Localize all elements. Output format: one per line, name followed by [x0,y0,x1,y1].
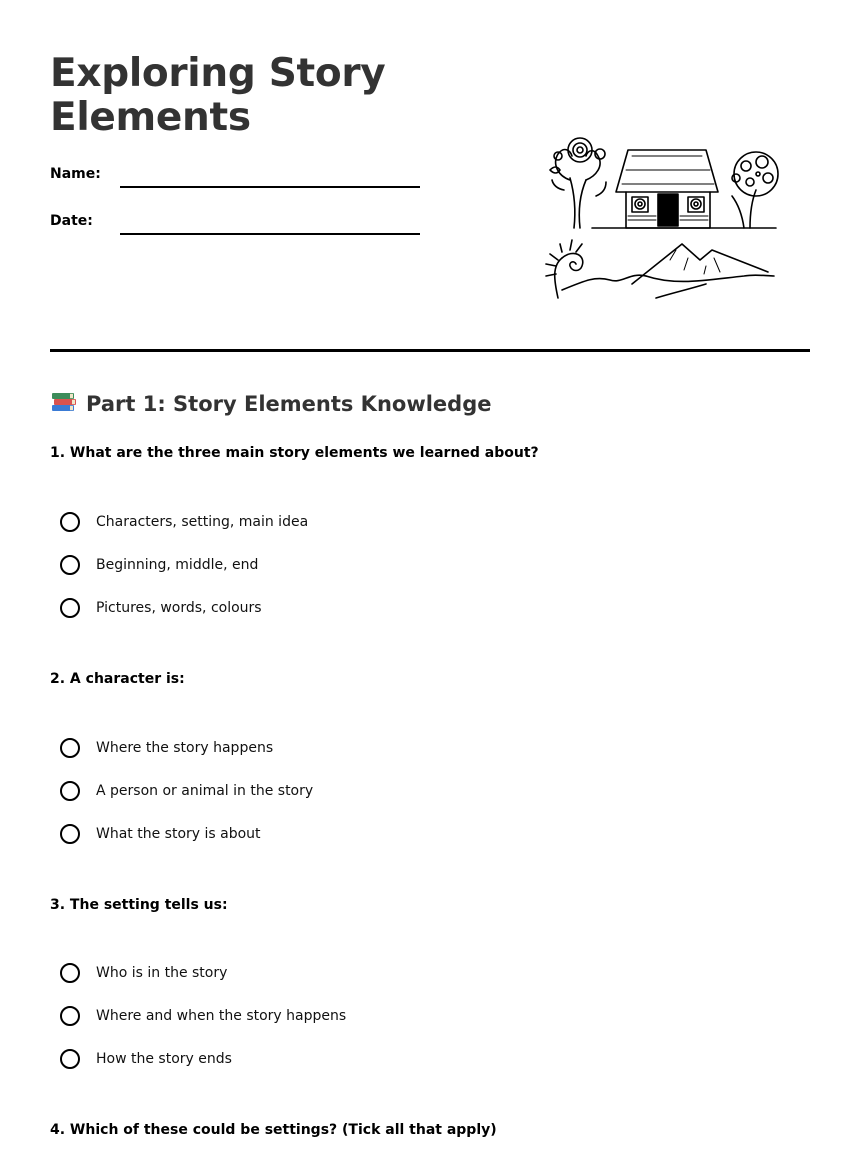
radio-button[interactable] [60,512,80,532]
question-4: 4. Which of these could be settings? (Tick all that apply) [50,1122,497,1138]
option-label: Where and when the story happens [96,1008,347,1024]
question-2: 2. A character is: [50,671,185,687]
question-3: 3. The setting tells us: [50,897,228,913]
radio-button[interactable] [60,598,80,618]
radio-button[interactable] [60,963,80,983]
right-tree-drawing [732,152,778,228]
radio-button[interactable] [60,555,80,575]
option-label: Pictures, words, colours [96,600,262,616]
option-label: Beginning, middle, end [96,557,259,573]
name-field[interactable] [50,166,420,196]
radio-button[interactable] [60,824,80,844]
q3-option-3[interactable] [60,1046,232,1072]
date-line[interactable] [120,233,420,235]
option-label: How the story ends [96,1051,232,1067]
name-label: Name: [50,166,101,182]
village-illustration [536,130,786,305]
option-label: Characters, setting, main idea [96,514,309,530]
q2-option-3[interactable] [60,821,261,847]
left-tree-drawing [550,138,606,228]
date-field[interactable] [50,213,420,243]
radio-button[interactable] [60,1006,80,1026]
q3-option-2[interactable] [60,1003,346,1029]
date-label: Date: [50,213,93,229]
name-line[interactable] [120,186,420,188]
section-heading [50,388,491,420]
question-1: 1. What are the three main story elements we learned about? [50,445,539,461]
section-divider [50,349,810,352]
option-label: Who is in the story [96,965,228,981]
radio-button[interactable] [60,1049,80,1069]
q2-option-2[interactable] [60,778,313,804]
books-icon [50,390,78,414]
q1-option-3[interactable] [60,595,262,621]
option-label: What the story is about [96,826,261,842]
q1-option-2[interactable] [60,552,258,578]
option-label: Where the story happens [96,740,274,756]
option-label: A person or animal in the story [96,783,314,799]
section-title-text: Part 1: Story Elements Knowledge [86,392,492,416]
q3-option-1[interactable] [60,960,227,986]
radio-button[interactable] [60,781,80,801]
q1-option-1[interactable] [60,509,308,535]
radio-button[interactable] [60,738,80,758]
q2-option-1[interactable] [60,735,273,761]
mountains-drawing [562,244,774,298]
worksheet-title: Exploring Story Elements [50,51,386,140]
